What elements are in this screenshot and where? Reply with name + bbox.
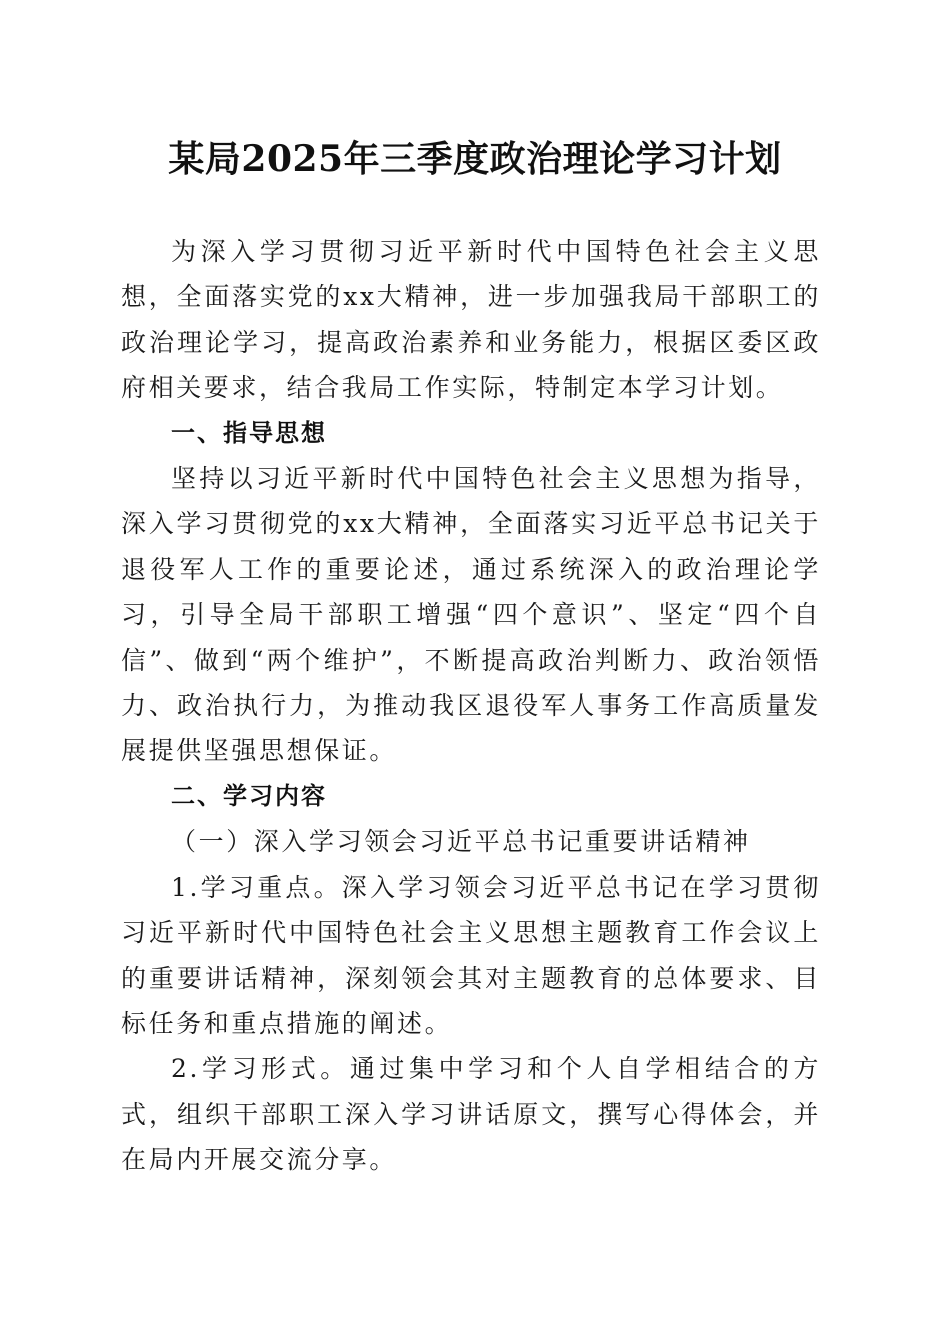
subsection-heading-speech-spirit: （一）深入学习领会习近平总书记重要讲话精神	[171, 827, 751, 857]
study-form-paragraph: 2.学习形式。通过集中学习和个人自学相结合的方式，组织干部职工深入学习讲话原文，撰写心得体会，并在局内开展交流分享。	[121, 1054, 821, 1175]
guiding-ideology-paragraph: 坚持以习近平新时代中国特色社会主义思想为指导，深入学习贯彻党的xx大精神，全面落实习近平总书记关于退役军人工作的重要论述，通过系统深入的政治理论学习，引导全局干部职工增强“四个意识”、坚定“四个自信”、做到“两个维护”，不断提高政治判断力、政治领悟力、政治执行力，为推动我区退役军人事务工作高质量发展提供坚强思想保证。	[121, 464, 821, 766]
section-heading-study-content: 二、学习内容	[171, 781, 327, 810]
document-title: 某局2025年三季度政治理论学习计划	[168, 138, 782, 180]
study-focus-paragraph: 1.学习重点。深入学习领会习近平总书记在学习贯彻习近平新时代中国特色社会主义思想主题教育工作会议上的重要讲话精神，深刻领会其对主题教育的总体要求、目标任务和重点措施的阐述。	[121, 872, 821, 1038]
section-heading-guiding-ideology: 一、指导思想	[171, 418, 327, 447]
intro-paragraph: 为深入学习贯彻习近平新时代中国特色社会主义思想，全面落实党的xx大精神，进一步加强我局干部职工的政治理论学习，提高政治素养和业务能力，根据区委区政府相关要求，结合我局工作实际，特制定本学习计划。	[121, 237, 821, 403]
document-body	[121, 229, 821, 1183]
